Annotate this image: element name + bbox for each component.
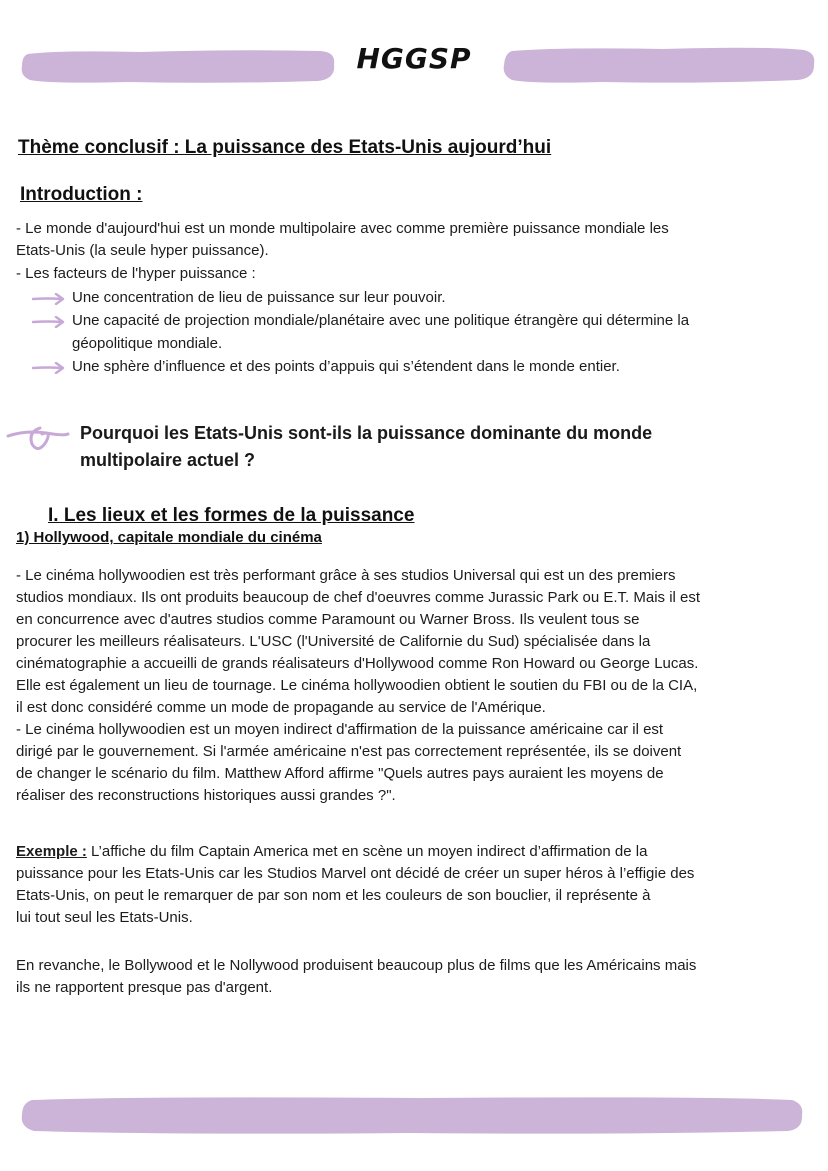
subsection-heading: 1) Hollywood, capitale mondiale du cinéma: [16, 529, 322, 546]
intro-bullet-1-text: Une concentration de lieu de puissance sur leur pouvoir.: [72, 289, 446, 306]
arrow-icon: [32, 362, 66, 374]
example-line: lui tout seul les Etats-Unis.: [16, 909, 193, 926]
example-line: puissance pour les Etats-Unis car les Studios Marvel ont décidé de créer un super héros à l’effigie des: [16, 865, 695, 882]
question-line-1: Pourquoi les Etats-Unis sont-ils la puissance dominante du monde: [80, 423, 653, 443]
arrow-icon: [32, 316, 66, 328]
body-line: réaliser des reconstructions historiques aussi grandes ?".: [16, 787, 396, 804]
intro-line-2: Etats-Unis (la seule hyper puissance).: [16, 242, 269, 259]
closing-line: ils ne rapportent presque pas d'argent.: [16, 979, 273, 996]
central-question: [80, 420, 780, 474]
body-line: procurer les meilleurs réalisateurs. L'USC (l'Université de Californie du Sud) spécialisée dans la: [16, 633, 651, 650]
introduction-heading: Introduction :: [20, 184, 143, 205]
intro-bullet-2-text: Une capacité de projection mondiale/planétaire avec une politique étrangère qui détermine la: [72, 312, 690, 329]
body-line: en concurrence avec d'autres studios comme Paramount ou Warner Bross. Ils veulent tous se: [16, 611, 640, 628]
intro-bullet-2-continued: géopolitique mondiale.: [72, 335, 223, 352]
body-line: de changer le scénario du film. Matthew Afford affirme "Quels autres pays auraient les moyens de: [16, 765, 664, 782]
body-line: il est donc considéré comme un mode de propagande au service de l'Amérique.: [16, 699, 546, 716]
example-line: L’affiche du film Captain America met en scène un moyen indirect d’affirmation de la: [86, 843, 648, 860]
question-line-2: multipolaire actuel ?: [80, 450, 256, 470]
footer-band: [20, 1094, 804, 1136]
body-line: - Le cinéma hollywoodien est un moyen indirect d'affirmation de la puissance américaine car il est: [16, 721, 664, 738]
example-label: Exemple :: [16, 843, 87, 860]
body-line: - Le cinéma hollywoodien est très performant grâce à ses studios Universal qui est un des premiers: [16, 567, 676, 584]
body-line: dirigé par le gouvernement. Si l'armée américaine n'est pas correctement représentée, ils se doivent: [16, 743, 682, 760]
arrow-icon: [32, 293, 66, 305]
closing-paragraph: [16, 955, 816, 999]
intro-line-1: - Le monde d'aujourd'hui est un monde multipolaire avec comme première puissance mondiale les: [16, 220, 669, 237]
theme-title: Thème conclusif : La puissance des Etats-Unis aujourd’hui: [18, 137, 552, 158]
section-heading: I. Les lieux et les formes de la puissance: [48, 505, 415, 526]
section-body: [16, 565, 816, 807]
example-line: Etats-Unis, on peut le remarquer de par son nom et les couleurs de son bouclier, il représente à: [16, 887, 651, 904]
intro-bullet-3-text: Une sphère d’influence et des points d’appuis qui s’étendent dans le monde entier.: [72, 358, 620, 375]
page-title: HGGSP: [356, 42, 472, 75]
intro-line-3: - Les facteurs de l'hyper puissance :: [16, 265, 256, 282]
closing-line: En revanche, le Bollywood et le Nollywood produisent beaucoup plus de films que les Américains mais: [16, 957, 697, 974]
body-line: Elle est également un lieu de tournage. Le cinéma hollywoodien obtient le soutien du FBI ou de la CIA,: [16, 677, 698, 694]
curl-arrow-icon: [6, 424, 72, 458]
body-line: cinématographie a accueilli de grands réalisateurs d'Hollywood comme Ron Howard ou George Lucas.: [16, 655, 699, 672]
body-line: studios mondiaux. Ils ont produits beaucoup de chef d'oeuvres comme Jurassic Park ou E.T. Mais il est: [16, 589, 701, 606]
example-block: [16, 841, 816, 929]
